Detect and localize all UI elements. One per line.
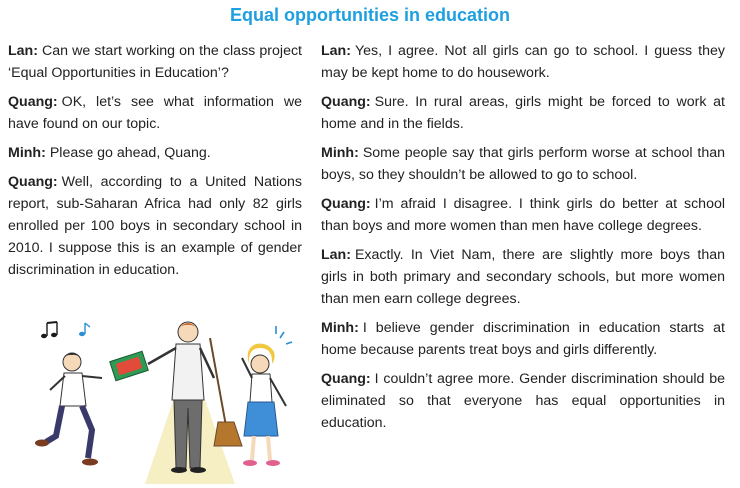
dialogue-turn xyxy=(321,142,725,186)
dialogue-turn xyxy=(321,40,725,84)
speaker-label: Quang: xyxy=(321,196,371,212)
dialogue-turn xyxy=(321,244,725,310)
dialogue-column-left xyxy=(8,40,302,288)
speaker-label: Quang: xyxy=(8,174,58,190)
speaker-label: Minh: xyxy=(321,320,359,336)
dialogue-text: Can we start working on the class project ‘Equal Opportunities in Education’? xyxy=(8,43,302,81)
dialogue-turn xyxy=(8,40,302,84)
page-title: Equal opportunities in education xyxy=(229,5,510,25)
dialogue-turn xyxy=(8,142,302,164)
dialogue-turn xyxy=(8,171,302,281)
speaker-label: Minh: xyxy=(8,145,46,161)
dialogue-text: Well, according to a United Nations report, sub-Saharan Africa had only 82 girls enrolled per 100 boys in secondary school in 2010. I suppose this is an example of gender discrimination in education. xyxy=(8,174,302,278)
dialogue-column-right xyxy=(321,40,725,441)
dialogue-turn xyxy=(321,91,725,135)
dialogue-text: I couldn’t agree more. Gender discrimination should be eliminated so that everyone has equal opportunities in education. xyxy=(321,371,725,431)
speaker-label: Minh: xyxy=(321,145,359,161)
students-illustration xyxy=(30,318,305,486)
dialogue-turn xyxy=(8,91,302,135)
dialogue-text: Sure. In rural areas, girls might be forced to work at home and in the fields. xyxy=(321,94,725,132)
music-notes-icon xyxy=(41,322,90,338)
girl-figure xyxy=(242,326,292,466)
speaker-label: Quang: xyxy=(8,94,58,110)
dialogue-turn xyxy=(321,317,725,361)
speaker-label: Lan: xyxy=(8,43,38,59)
dancing-boy-figure xyxy=(35,353,102,466)
speaker-label: Quang: xyxy=(321,371,371,387)
dialogue-turn xyxy=(321,193,725,237)
dialogue-text: Yes, I agree. Not all girls can go to school. I guess they may be kept home to do housework. xyxy=(321,43,725,81)
dialogue-text: Exactly. In Viet Nam, there are slightly more boys than girls in both primary and secondary schools, but more women than men earn college degrees. xyxy=(321,247,725,307)
speaker-label: Lan: xyxy=(321,247,351,263)
dialogue-text: OK, let’s see what information we have found on our topic. xyxy=(8,94,302,132)
speaker-label: Lan: xyxy=(321,43,351,59)
dialogue-text: Some people say that girls perform worse at school than boys, so they shouldn’t be allowed to go to school. xyxy=(321,145,725,183)
dialogue-text: I’m afraid I disagree. I think girls do better at school than boys and more women than men have college degrees. xyxy=(321,196,725,234)
dialogue-turn xyxy=(321,368,725,434)
dialogue-text: I believe gender discrimination in education starts at home because parents treat boys and girls differently. xyxy=(321,320,725,358)
dialogue-text: Please go ahead, Quang. xyxy=(49,145,211,161)
speaker-label: Quang: xyxy=(321,94,371,110)
